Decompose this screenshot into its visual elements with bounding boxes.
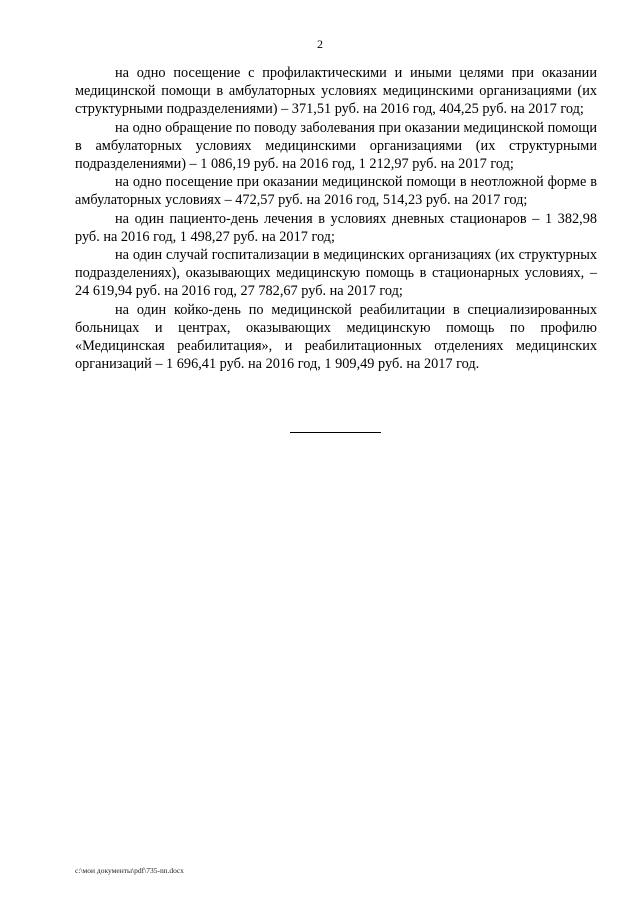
paragraph-hospitalization: на один случай госпитализации в медицинских организациях (их структурных подразделениях), оказывающих медицинскую помощь в стационарных условиях, – 24 619,94 руб. на 2016 год, 27 782,67 руб. на 2017 год; <box>75 247 597 300</box>
paragraph-prophylactic-visit: на одно посещение с профилактическими и иными целями при оказании медицинской помощи в амбулаторных условиях медицинскими организациями (их структурными подразделениями) – 371,51 руб. на 2016 год, 404,25 руб. на 2017 год; <box>75 65 597 118</box>
document-body <box>75 64 597 373</box>
footer-file-path: c:\мои документы\pdf\735-nn.docx <box>75 866 184 875</box>
page-number: 2 <box>317 37 323 51</box>
paragraph-day-hospital: на один пациенто-день лечения в условиях дневных стационаров – 1 382,98 руб. на 2016 год, 1 498,27 руб. на 2017 год; <box>75 210 597 245</box>
paragraph-disease-appeal: на одно обращение по поводу заболевания при оказании медицинской помощи в амбулаторных условиях медицинскими организациями (их структурными подразделениями) – 1 086,19 руб. на 2016 год, 1 212,97 руб. на 2017 год; <box>75 119 597 173</box>
end-separator-line <box>290 432 381 433</box>
paragraph-urgent-visit: на одно посещение при оказании медицинской помощи в неотложной форме в амбулаторных условиях – 472,57 руб. на 2016 год, 514,23 руб. на 2017 год; <box>75 174 597 209</box>
paragraph-rehabilitation: на один койко-день по медицинской реабилитации в специализированных больницах и центрах, оказывающих медицинскую помощь по профилю «Медицинская реабилитация», и реабилитационных отделениях медицинских организаций – 1 696,41 руб. на 2016 год, 1 909,49 руб. на 2017 год. <box>75 301 597 373</box>
